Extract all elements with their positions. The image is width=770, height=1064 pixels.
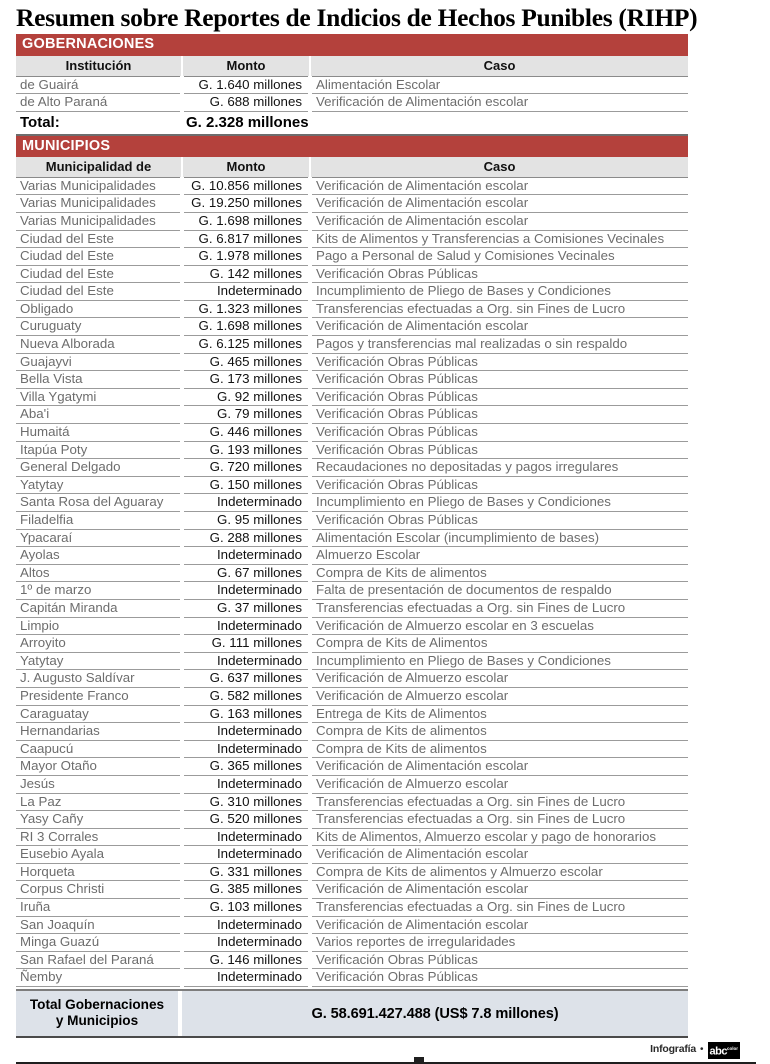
- cell-monto: Indeterminado: [182, 846, 310, 864]
- table-row: [16, 758, 688, 776]
- table-row: [16, 336, 688, 354]
- cell-caso: Transferencias efectuadas a Org. sin Fines de Lucro: [310, 899, 688, 917]
- table-row: [16, 846, 688, 864]
- cell-monto: Indeterminado: [182, 775, 310, 793]
- cell-caso: Verificación de Almuerzo escolar en 3 escuelas: [310, 617, 688, 635]
- cell-monto: G. 10.856 millones: [182, 177, 310, 195]
- cell-monto: G. 19.250 millones: [182, 195, 310, 213]
- cell-caso: Compra de Kits de alimentos: [310, 564, 688, 582]
- footer-credit: Infografía: [650, 1043, 696, 1056]
- column-header-municipalidad: Municipalidad de: [16, 157, 182, 178]
- municipios-rows: [16, 177, 688, 986]
- cell-caso: Alimentación Escolar: [310, 76, 688, 94]
- cell-municipalidad: Curuguaty: [16, 318, 182, 336]
- cell-caso: Verificación de Alimentación escolar: [310, 758, 688, 776]
- table-row: [16, 248, 688, 266]
- cell-municipalidad: Jesús: [16, 775, 182, 793]
- table-row: [16, 899, 688, 917]
- cell-caso: Transferencias efectuadas a Org. sin Fines de Lucro: [310, 811, 688, 829]
- table-row: [16, 547, 688, 565]
- cell-municipalidad: Yasy Cañy: [16, 811, 182, 829]
- table-row: [16, 230, 688, 248]
- cell-monto: G. 288 millones: [182, 529, 310, 547]
- grand-total-row: [16, 989, 688, 1038]
- cell-caso: Verificación de Alimentación escolar: [310, 212, 688, 230]
- column-header-caso: Caso: [310, 56, 688, 77]
- column-header-monto: Monto: [182, 157, 310, 178]
- total-value: G. 2.328 millones: [182, 111, 310, 135]
- table-row: [16, 371, 688, 389]
- cell-monto: Indeterminado: [182, 582, 310, 600]
- table-row: [16, 283, 688, 301]
- cell-monto: G. 173 millones: [182, 371, 310, 389]
- grand-total-label-line1: Total Gobernaciones: [29, 997, 165, 1013]
- cell-monto: G. 163 millones: [182, 705, 310, 723]
- cell-caso: Pagos y transferencias mal realizadas o sin respaldo: [310, 336, 688, 354]
- cell-monto: G. 67 millones: [182, 564, 310, 582]
- cell-municipalidad: Minga Guazú: [16, 934, 182, 952]
- cell-caso: Incumplimiento de Pliego de Bases y Condiciones: [310, 283, 688, 301]
- cell-municipalidad: La Paz: [16, 793, 182, 811]
- cell-monto: Indeterminado: [182, 547, 310, 565]
- cell-municipalidad: Villa Ygatymi: [16, 388, 182, 406]
- table-row: [16, 300, 688, 318]
- cell-municipalidad: Altos: [16, 564, 182, 582]
- cell-monto: G. 465 millones: [182, 353, 310, 371]
- cell-monto: G. 193 millones: [182, 441, 310, 459]
- cell-monto: G. 6.125 millones: [182, 336, 310, 354]
- cell-monto: G. 1.698 millones: [182, 318, 310, 336]
- gobernaciones-rows: [16, 76, 688, 135]
- cell-caso: Verificación Obras Públicas: [310, 512, 688, 530]
- table-row: [16, 353, 688, 371]
- cell-monto: Indeterminado: [182, 740, 310, 758]
- cell-municipalidad: Guajayvi: [16, 353, 182, 371]
- table-row: [16, 740, 688, 758]
- cell-municipalidad: Yatytay: [16, 652, 182, 670]
- cell-municipalidad: San Rafael del Paraná: [16, 951, 182, 969]
- cell-monto: G. 385 millones: [182, 881, 310, 899]
- cell-caso: Compra de Kits de alimentos: [310, 740, 688, 758]
- cell-caso: Verificación de Alimentación escolar: [310, 94, 688, 112]
- cell-caso: Kits de Alimentos y Transferencias a Comisiones Vecinales: [310, 230, 688, 248]
- cell-caso: Verificación de Alimentación escolar: [310, 881, 688, 899]
- table-row: [16, 459, 688, 477]
- table-row: [16, 723, 688, 741]
- table-row: [16, 811, 688, 829]
- cell-municipalidad: Santa Rosa del Aguaray: [16, 494, 182, 512]
- cell-monto: G. 95 millones: [182, 512, 310, 530]
- cell-caso: Verificación de Alimentación escolar: [310, 846, 688, 864]
- cell-monto: G. 365 millones: [182, 758, 310, 776]
- cell-monto: G. 79 millones: [182, 406, 310, 424]
- cell-municipalidad: Humaitá: [16, 424, 182, 442]
- table-row: [16, 775, 688, 793]
- cell-monto: Indeterminado: [182, 916, 310, 934]
- cell-monto: G. 1.978 millones: [182, 248, 310, 266]
- cell-municipalidad: Yatytay: [16, 476, 182, 494]
- table-row: [16, 652, 688, 670]
- cell-municipalidad: Varias Municipalidades: [16, 212, 182, 230]
- cell-caso: Verificación Obras Públicas: [310, 388, 688, 406]
- page-title: Resumen sobre Reportes de Indicios de Hechos Punibles (RIHP): [16, 3, 698, 32]
- cell-caso: Compra de Kits de alimentos y Almuerzo escolar: [310, 863, 688, 881]
- cell-caso: Verificación de Almuerzo escolar: [310, 670, 688, 688]
- cell-municipalidad: Capitán Miranda: [16, 599, 182, 617]
- table-row: [16, 599, 688, 617]
- cell-municipalidad: 1º de marzo: [16, 582, 182, 600]
- cell-caso: Entrega de Kits de Alimentos: [310, 705, 688, 723]
- table-row: [16, 388, 688, 406]
- cell-caso: Falta de presentación de documentos de respaldo: [310, 582, 688, 600]
- column-header-caso: Caso: [310, 157, 688, 178]
- cell-caso: Incumplimiento en Pliego de Bases y Condiciones: [310, 652, 688, 670]
- cell-municipalidad: San Joaquín: [16, 916, 182, 934]
- cell-monto: G. 720 millones: [182, 459, 310, 477]
- cell-caso: Compra de Kits de alimentos: [310, 723, 688, 741]
- cell-municipalidad: Corpus Christi: [16, 881, 182, 899]
- column-header-monto: Monto: [182, 56, 310, 77]
- cell-caso: Alimentación Escolar (incumplimiento de bases): [310, 529, 688, 547]
- cell-municipalidad: Caraguatay: [16, 705, 182, 723]
- cell-monto: Indeterminado: [182, 723, 310, 741]
- cell-municipalidad: Varias Municipalidades: [16, 177, 182, 195]
- table-row: [16, 951, 688, 969]
- cell-municipalidad: Limpio: [16, 617, 182, 635]
- cell-municipalidad: J. Augusto Saldívar: [16, 670, 182, 688]
- cell-municipalidad: Ciudad del Este: [16, 230, 182, 248]
- cell-caso: Verificación de Alimentación escolar: [310, 177, 688, 195]
- cell-caso: Transferencias efectuadas a Org. sin Fines de Lucro: [310, 599, 688, 617]
- cell-municipalidad: Horqueta: [16, 863, 182, 881]
- cell-monto: Indeterminado: [182, 934, 310, 952]
- cell-monto: G. 688 millones: [182, 94, 310, 112]
- total-spacer: [310, 111, 688, 135]
- table-row: [16, 881, 688, 899]
- cell-monto: G. 637 millones: [182, 670, 310, 688]
- cell-caso: Transferencias efectuadas a Org. sin Fines de Lucro: [310, 300, 688, 318]
- cell-caso: Pago a Personal de Salud y Comisiones Vecinales: [310, 248, 688, 266]
- cell-monto: Indeterminado: [182, 494, 310, 512]
- footer: [16, 1041, 756, 1058]
- cell-caso: Almuerzo Escolar: [310, 547, 688, 565]
- cell-monto: Indeterminado: [182, 969, 310, 987]
- grand-total-label-line2: y Municipios: [55, 1013, 139, 1029]
- table-row: [16, 828, 688, 846]
- cell-monto: G. 582 millones: [182, 687, 310, 705]
- cell-monto: G. 146 millones: [182, 951, 310, 969]
- cell-institucion: de Guairá: [16, 76, 182, 94]
- cell-municipalidad: Mayor Otaño: [16, 758, 182, 776]
- cell-municipalidad: Eusebio Ayala: [16, 846, 182, 864]
- cell-caso: Verificación de Almuerzo escolar: [310, 775, 688, 793]
- cell-caso: Compra de Kits de Alimentos: [310, 635, 688, 653]
- cell-caso: Incumplimiento en Pliego de Bases y Condiciones: [310, 494, 688, 512]
- cell-monto: Indeterminado: [182, 617, 310, 635]
- cell-monto: G. 1.640 millones: [182, 76, 310, 94]
- cell-caso: Varios reportes de irregularidades: [310, 934, 688, 952]
- cell-municipalidad: Bella Vista: [16, 371, 182, 389]
- cell-caso: Verificación de Almuerzo escolar: [310, 687, 688, 705]
- table-row: [16, 441, 688, 459]
- table-row: [16, 670, 688, 688]
- column-header-institucion: Institución: [16, 56, 182, 77]
- cell-monto: G. 520 millones: [182, 811, 310, 829]
- cell-monto: G. 92 millones: [182, 388, 310, 406]
- table-row: [16, 934, 688, 952]
- cell-caso: Verificación de Alimentación escolar: [310, 195, 688, 213]
- cell-municipalidad: Itapúa Poty: [16, 441, 182, 459]
- cell-municipalidad: Hernandarias: [16, 723, 182, 741]
- table-row: [16, 177, 688, 195]
- cell-monto: G. 1.323 millones: [182, 300, 310, 318]
- cell-monto: Indeterminado: [182, 828, 310, 846]
- bottom-rule-nub: [414, 1057, 424, 1063]
- cell-municipalidad: Ñemby: [16, 969, 182, 987]
- cell-caso: Verificación Obras Públicas: [310, 371, 688, 389]
- table-row: [16, 705, 688, 723]
- cell-municipalidad: General Delgado: [16, 459, 182, 477]
- table-row: [16, 318, 688, 336]
- cell-municipalidad: Obligado: [16, 300, 182, 318]
- cell-monto: G. 103 millones: [182, 899, 310, 917]
- table-row: [16, 635, 688, 653]
- section-header-municipios: MUNICIPIOS: [16, 136, 688, 157]
- cell-caso: Verificación Obras Públicas: [310, 353, 688, 371]
- gobernaciones-total-row: [16, 111, 688, 135]
- cell-monto: G. 6.817 millones: [182, 230, 310, 248]
- cell-caso: Verificación Obras Públicas: [310, 951, 688, 969]
- grand-total-value: G. 58.691.427.488 (US$ 7.8 millones): [182, 991, 688, 1036]
- table-row: [16, 582, 688, 600]
- cell-municipalidad: Presidente Franco: [16, 687, 182, 705]
- table-row: [16, 76, 688, 94]
- cell-caso: Verificación Obras Públicas: [310, 265, 688, 283]
- cell-monto: G. 111 millones: [182, 635, 310, 653]
- table-row: [16, 529, 688, 547]
- cell-municipalidad: Arroyito: [16, 635, 182, 653]
- cell-caso: Verificación Obras Públicas: [310, 441, 688, 459]
- cell-caso: Verificación de Alimentación escolar: [310, 916, 688, 934]
- cell-municipalidad: Nueva Alborada: [16, 336, 182, 354]
- cell-municipalidad: Ciudad del Este: [16, 283, 182, 301]
- cell-caso: Kits de Alimentos, Almuerzo escolar y pago de honorarios: [310, 828, 688, 846]
- table-row: [16, 793, 688, 811]
- cell-monto: G. 142 millones: [182, 265, 310, 283]
- table-row: [16, 195, 688, 213]
- cell-municipalidad: Varias Municipalidades: [16, 195, 182, 213]
- table-row: [16, 916, 688, 934]
- cell-monto: G. 1.698 millones: [182, 212, 310, 230]
- cell-monto: Indeterminado: [182, 283, 310, 301]
- cell-caso: Verificación de Alimentación escolar: [310, 318, 688, 336]
- cell-caso: Verificación Obras Públicas: [310, 476, 688, 494]
- table-header-row: [16, 56, 688, 77]
- cell-municipalidad: Caapucú: [16, 740, 182, 758]
- footer-separator: •: [700, 1043, 704, 1055]
- cell-municipalidad: Iruña: [16, 899, 182, 917]
- table-row: [16, 424, 688, 442]
- cell-caso: Verificación Obras Públicas: [310, 424, 688, 442]
- table-row: [16, 863, 688, 881]
- table-row: [16, 406, 688, 424]
- table-row: [16, 94, 688, 112]
- abc-logo-superscript: color: [726, 1046, 738, 1052]
- cell-caso: Recaudaciones no depositadas y pagos irregulares: [310, 459, 688, 477]
- cell-municipalidad: Ciudad del Este: [16, 265, 182, 283]
- section-header-gobernaciones: GOBERNACIONES: [16, 34, 688, 56]
- cell-caso: Transferencias efectuadas a Org. sin Fines de Lucro: [310, 793, 688, 811]
- cell-institucion: de Alto Paraná: [16, 94, 182, 112]
- cell-monto: G. 331 millones: [182, 863, 310, 881]
- table-row: [16, 617, 688, 635]
- table-row: [16, 687, 688, 705]
- abc-logo-text: abc: [709, 1045, 727, 1058]
- cell-monto: G. 446 millones: [182, 424, 310, 442]
- cell-caso: Verificación Obras Públicas: [310, 969, 688, 987]
- cell-caso: Verificación Obras Públicas: [310, 406, 688, 424]
- cell-municipalidad: Filadelfia: [16, 512, 182, 530]
- table-row: [16, 512, 688, 530]
- table-row: [16, 476, 688, 494]
- cell-monto: G. 37 millones: [182, 599, 310, 617]
- table-row: [16, 212, 688, 230]
- table-row: [16, 494, 688, 512]
- grand-total-label: [16, 991, 182, 1036]
- cell-monto: G. 150 millones: [182, 476, 310, 494]
- rihp-table-container: [16, 34, 688, 1039]
- cell-monto: G. 310 millones: [182, 793, 310, 811]
- table-header-row: [16, 157, 688, 178]
- table-row: [16, 564, 688, 582]
- municipios-table: [16, 157, 688, 987]
- cell-municipalidad: Ypacaraí: [16, 529, 182, 547]
- cell-municipalidad: RI 3 Corrales: [16, 828, 182, 846]
- abc-logo: [708, 1042, 740, 1059]
- table-row: [16, 265, 688, 283]
- cell-municipalidad: Ayolas: [16, 547, 182, 565]
- total-label: Total:: [16, 111, 182, 135]
- cell-monto: Indeterminado: [182, 652, 310, 670]
- gobernaciones-table: [16, 56, 688, 136]
- cell-municipalidad: Ciudad del Este: [16, 248, 182, 266]
- cell-municipalidad: Aba'i: [16, 406, 182, 424]
